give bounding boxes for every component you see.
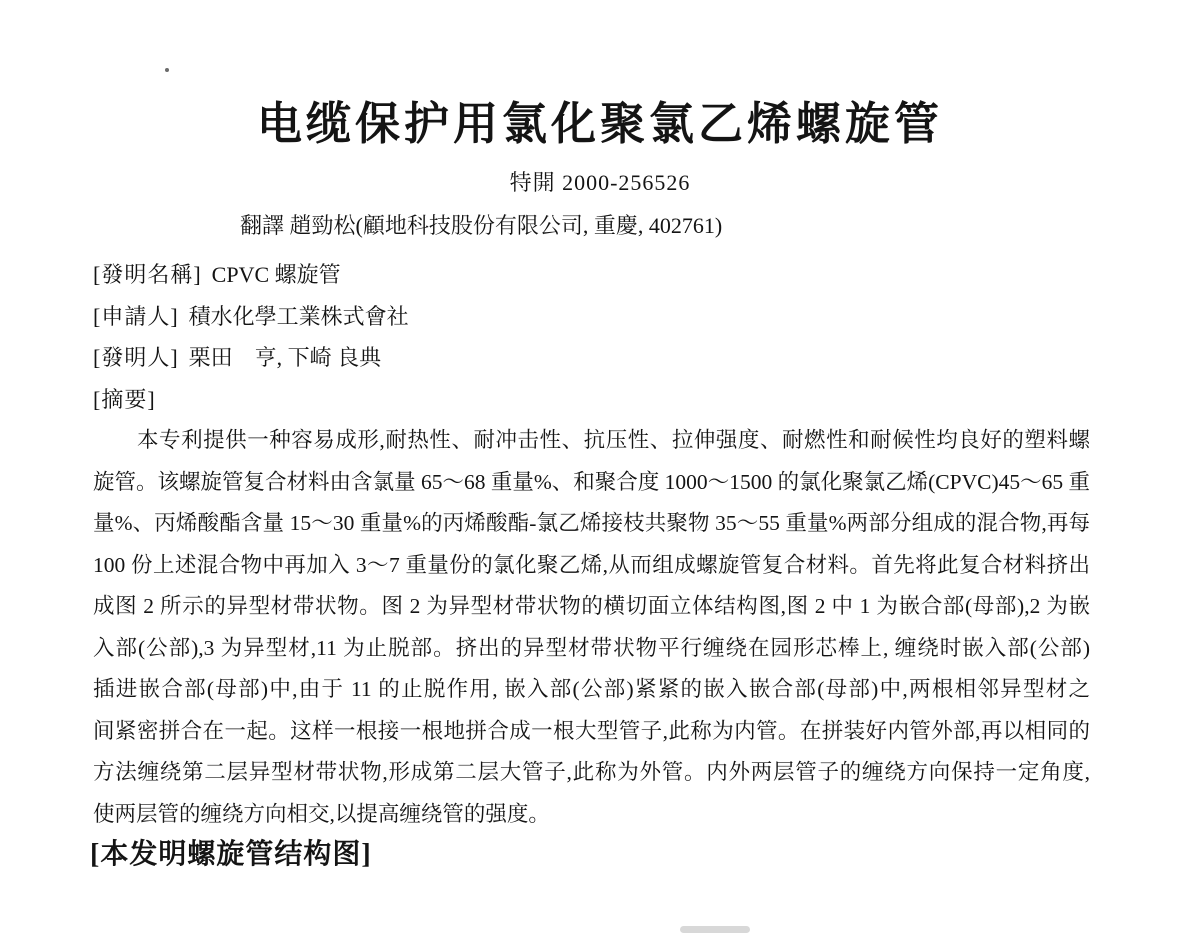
field-invention-name-value: CPVC 螺旋管: [211, 262, 341, 287]
abstract-line: 量%、丙烯酸酯含量 15〜30 重量%的丙烯酸酯-氯乙烯接枝共聚物 35〜55 重量%两部分组成的混合物,再每: [93, 511, 1090, 535]
patent-number: 特開 2000-256526: [509, 170, 691, 195]
field-applicant-value: 積水化學工業株式會社: [188, 303, 409, 329]
field-abstract-label: [摘要]: [93, 386, 156, 412]
bibliographic-fields: [93, 254, 1200, 420]
scan-smudge-artifact: [680, 926, 750, 933]
field-invention-name: [93, 254, 1200, 296]
abstract-line: 使两层管的缠绕方向相交,以提高缠绕管的强度。: [93, 801, 550, 826]
field-inventors-label: [發明人]: [93, 345, 179, 370]
field-applicant-label: [申請人]: [93, 303, 179, 329]
abstract-paragraph: [93, 420, 1090, 835]
abstract-line: 旋管。该螺旋管复合材料由含氯量 65〜68 重量%、和聚合度 1000〜1500 的氯化聚氯乙烯(CPVC)45〜65 重: [93, 469, 1090, 494]
scan-speck-artifact: [165, 68, 169, 72]
structure-figure-section-heading: [本发明螺旋管结构图]: [90, 839, 372, 870]
abstract-line: 入部(公部),3 为异型材,11 为止脱部。挤出的异型材带状物平行缠绕在园形芯棒上, 缠绕时嵌入部(公部): [93, 635, 1090, 660]
field-applicant: [93, 296, 1200, 338]
translator-line: 翻譯 趙勁松(顧地科技股份有限公司, 重慶, 402761): [240, 213, 723, 238]
abstract-line: 插进嵌合部(母部)中,由于 11 的止脱作用, 嵌入部(公部)紧紧的嵌入嵌合部(母部)中,两根相邻异型材之: [93, 677, 1090, 701]
field-inventors: [93, 337, 1200, 379]
field-abstract-heading: [93, 379, 1200, 421]
document-title: 电缆保护用氯化聚氯乙烯螺旋管: [256, 99, 943, 149]
field-invention-name-label: [發明名稱]: [93, 262, 202, 287]
field-inventors-value: 栗田 亨, 下崎 良典: [188, 345, 382, 370]
abstract-line: 方法缠绕第二层异型材带状物,形成第二层大管子,此称为外管。内外两层管子的缠绕方向保持一定角度,: [93, 760, 1090, 784]
abstract-line: 本专利提供一种容易成形,耐热性、耐冲击性、抗压性、拉伸强度、耐燃性和耐候性均良好的塑料螺: [137, 428, 1090, 452]
abstract-line: 成图 2 所示的异型材带状物。图 2 为异型材带状物的横切面立体结构图,图 2 中 1 为嵌合部(母部),2 为嵌: [93, 594, 1090, 618]
abstract-line: 间紧密拼合在一起。这样一根接一根地拼合成一根大型管子,此称为内管。在拼装好内管外部,再以相同的: [93, 718, 1090, 743]
abstract-line: 100 份上述混合物中再加入 3〜7 重量份的氯化聚乙烯,从而组成螺旋管复合材料。首先将此复合材料挤出: [93, 552, 1090, 577]
